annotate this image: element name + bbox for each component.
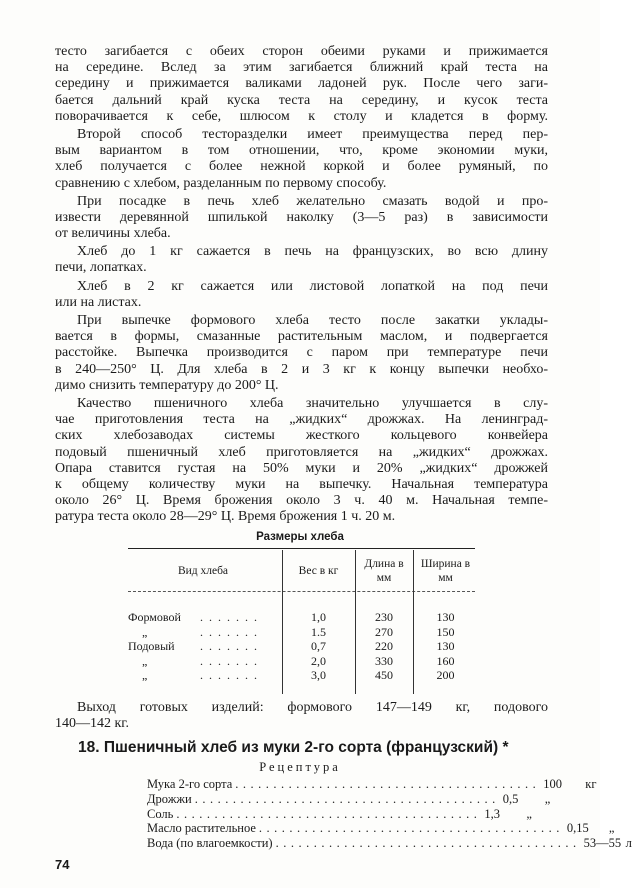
ingredient-amount: 1,3 — [484, 806, 500, 821]
ingredient-name: Масло растительное — [147, 821, 256, 836]
text-line: сравнению с хлебом, разделанным по первому способу. — [55, 175, 387, 191]
header-type: Вид хлеба — [177, 565, 229, 577]
leader-dots: . . . . . . . — [200, 639, 257, 653]
table-cell: 200 — [436, 668, 455, 682]
text-line: Качество пшеничного хлеба значительно улучшается в слу- — [77, 395, 548, 411]
leader-dots: ........................................ — [275, 836, 581, 851]
row-label: „ — [142, 668, 148, 682]
text-line: вается в формы, смазанные растительным маслом, и подвергается — [55, 329, 548, 345]
recipe-item — [147, 791, 551, 807]
page-number: 74 — [55, 857, 70, 872]
text-line: расстойке. Выпечка производится с паром при температуре печи — [55, 345, 548, 361]
leader-dots: . . . . . . . — [200, 668, 257, 682]
ingredient-unit: „ — [544, 791, 551, 806]
ingredient-amount: 100 — [543, 777, 563, 791]
column-divider — [355, 550, 356, 694]
text-line: в 240—250° Ц. Для хлеба в 2 и 3 кг к концу выпечки необхо- — [55, 361, 548, 377]
table-cell: 220 — [375, 639, 393, 653]
text-line: к общему количеству муки на выпечку. Начальная температура — [55, 476, 548, 492]
yield-paragraph — [55, 700, 548, 732]
section-heading: 18. Пшеничный хлеб из муки 2-го сорта (французский) * — [78, 739, 509, 756]
ingredient-amount: 0,5 — [502, 791, 519, 806]
table-cell: 330 — [375, 653, 393, 668]
paragraph — [55, 127, 548, 192]
table-cell: 3,0 — [311, 668, 326, 682]
text-line: печи, лопатках. — [55, 260, 147, 276]
row-label: „ — [142, 624, 148, 639]
body-text — [55, 44, 548, 527]
text-line: поворачивается к себе, шлюсом к столу и кладется в форму. — [55, 108, 548, 124]
text-line: извести деревянной шпилькой наколку (3—5 раз) в зависимости — [55, 209, 548, 225]
text-line: Хлеб в 2 кг сажается или листовой лопаткой на под печи — [77, 278, 548, 294]
text-line: Второй способ тесторазделки имеет преимущества перед пер- — [77, 126, 548, 142]
paragraph — [55, 244, 548, 276]
text-line: середину и прижимается валиками ладоней рук. После чего заги- — [55, 76, 548, 92]
table-cell: 150 — [436, 624, 455, 639]
text-line: на середине. Вслед за этим загибается ближний край теста на — [55, 60, 548, 76]
text-line: около 26° Ц. Время брожения около 3 ч. 40 м. Начальная темпе- — [55, 493, 548, 509]
recipe-title: Рецептура — [259, 760, 341, 774]
ingredient-unit: „ — [608, 821, 615, 836]
ingredient-name: Вода (по влагоемкости) — [147, 836, 273, 851]
ingredient-amount: 0,15 — [566, 821, 589, 836]
leader-dots: . . . . . . . — [200, 624, 257, 639]
recipe-item — [147, 821, 615, 836]
text-line: тесто загибается с обеих сторон обеими руками и прижимается — [55, 44, 548, 59]
leader-dots: . . . . . . . — [200, 610, 257, 624]
table-cell: 230 — [375, 610, 393, 624]
text-line: димо снизить температуру до 200° Ц. — [55, 377, 279, 393]
paragraph — [55, 194, 548, 243]
text-line: подовый пшеничный хлеб приготовляется на „жидких“ дрожжах. — [55, 444, 548, 460]
table-cell: 2,0 — [311, 653, 326, 668]
text-line: При посадке в печь хлеб желательно смазать водой и про- — [77, 193, 548, 209]
text-line: хлеб получается с более нежной коркой и более румяный, по — [55, 159, 548, 175]
text-line: 140—142 кг. — [55, 716, 129, 732]
ingredient-unit: „ — [526, 806, 532, 821]
ingredient-name: Дрожжи — [147, 791, 192, 806]
row-label: Формовой — [128, 610, 181, 624]
recipe-item — [147, 806, 532, 822]
table-cell: 130 — [436, 639, 455, 653]
leader-dots: ........................................ — [235, 777, 541, 791]
table-top-rule — [128, 548, 475, 549]
text-line: Опара ставится густая на 50% муки и 20% „жидких“ дрожжей — [55, 460, 548, 476]
ingredient-amount: 53—55 — [583, 836, 622, 851]
recipe-item — [147, 777, 597, 792]
recipe-list — [147, 777, 632, 851]
row-label: Подовый — [128, 639, 175, 653]
text-line: чае приготовления теста на „жидких“ дрожжах. На ленинград- — [55, 412, 548, 428]
text-line: от величины хлеба. — [55, 226, 171, 242]
text-line: или на листах. — [55, 294, 142, 310]
ingredient-unit: кг — [585, 777, 597, 791]
recipe-item — [147, 836, 632, 851]
row-label: „ — [142, 653, 148, 668]
column-divider — [282, 550, 283, 694]
leader-dots: ........................................ — [258, 821, 564, 836]
table-title: Размеры хлеба — [256, 531, 344, 543]
table-cell: 450 — [375, 668, 393, 682]
header-length: Длина в мм — [364, 558, 404, 584]
table-cell: 1,0 — [311, 610, 326, 624]
bread-size-table — [128, 548, 475, 694]
header-width: Ширина в мм — [420, 558, 471, 584]
table-cell: 0,7 — [311, 639, 326, 653]
column-divider — [413, 550, 414, 694]
leader-dots: ........................................ — [176, 806, 482, 821]
text-line: бается дальний край куска теста на середину, и кусок теста — [55, 92, 548, 108]
paragraph — [55, 279, 548, 311]
ingredient-name: Мука 2-го сорта — [147, 777, 233, 791]
paragraph — [55, 313, 548, 394]
paragraph — [55, 396, 548, 526]
text-line: ратура теста около 28—29° Ц. Время брожения 1 ч. 20 м. — [55, 509, 396, 525]
leader-dots: . . . . . . . — [200, 653, 257, 668]
paragraph — [55, 44, 548, 125]
header-weight: Вес в кг — [298, 565, 339, 577]
text-line: вым вариантом в том отношении, что, кроме экономии муки, — [55, 143, 548, 159]
table-cell: 270 — [375, 624, 393, 639]
text-line: При выпечке формового хлеба тесто после закатки уклады- — [77, 313, 548, 328]
text-line: Хлеб до 1 кг сажается в печь на французских, во всю длину — [77, 244, 548, 260]
table-cell: 1.5 — [311, 624, 326, 639]
ingredient-name: Соль — [147, 806, 174, 821]
table-cell: 160 — [436, 653, 455, 668]
text-line: ских хлебозаводах системы жесткого кольцевого конвейера — [55, 428, 548, 444]
text-line: Выход готовых изделий: формового 147—149 кг, подового — [77, 700, 548, 715]
table-cell: 130 — [436, 610, 455, 624]
ingredient-unit: л — [625, 836, 632, 851]
leader-dots: ........................................ — [194, 791, 500, 806]
table-header-rule — [128, 591, 475, 592]
